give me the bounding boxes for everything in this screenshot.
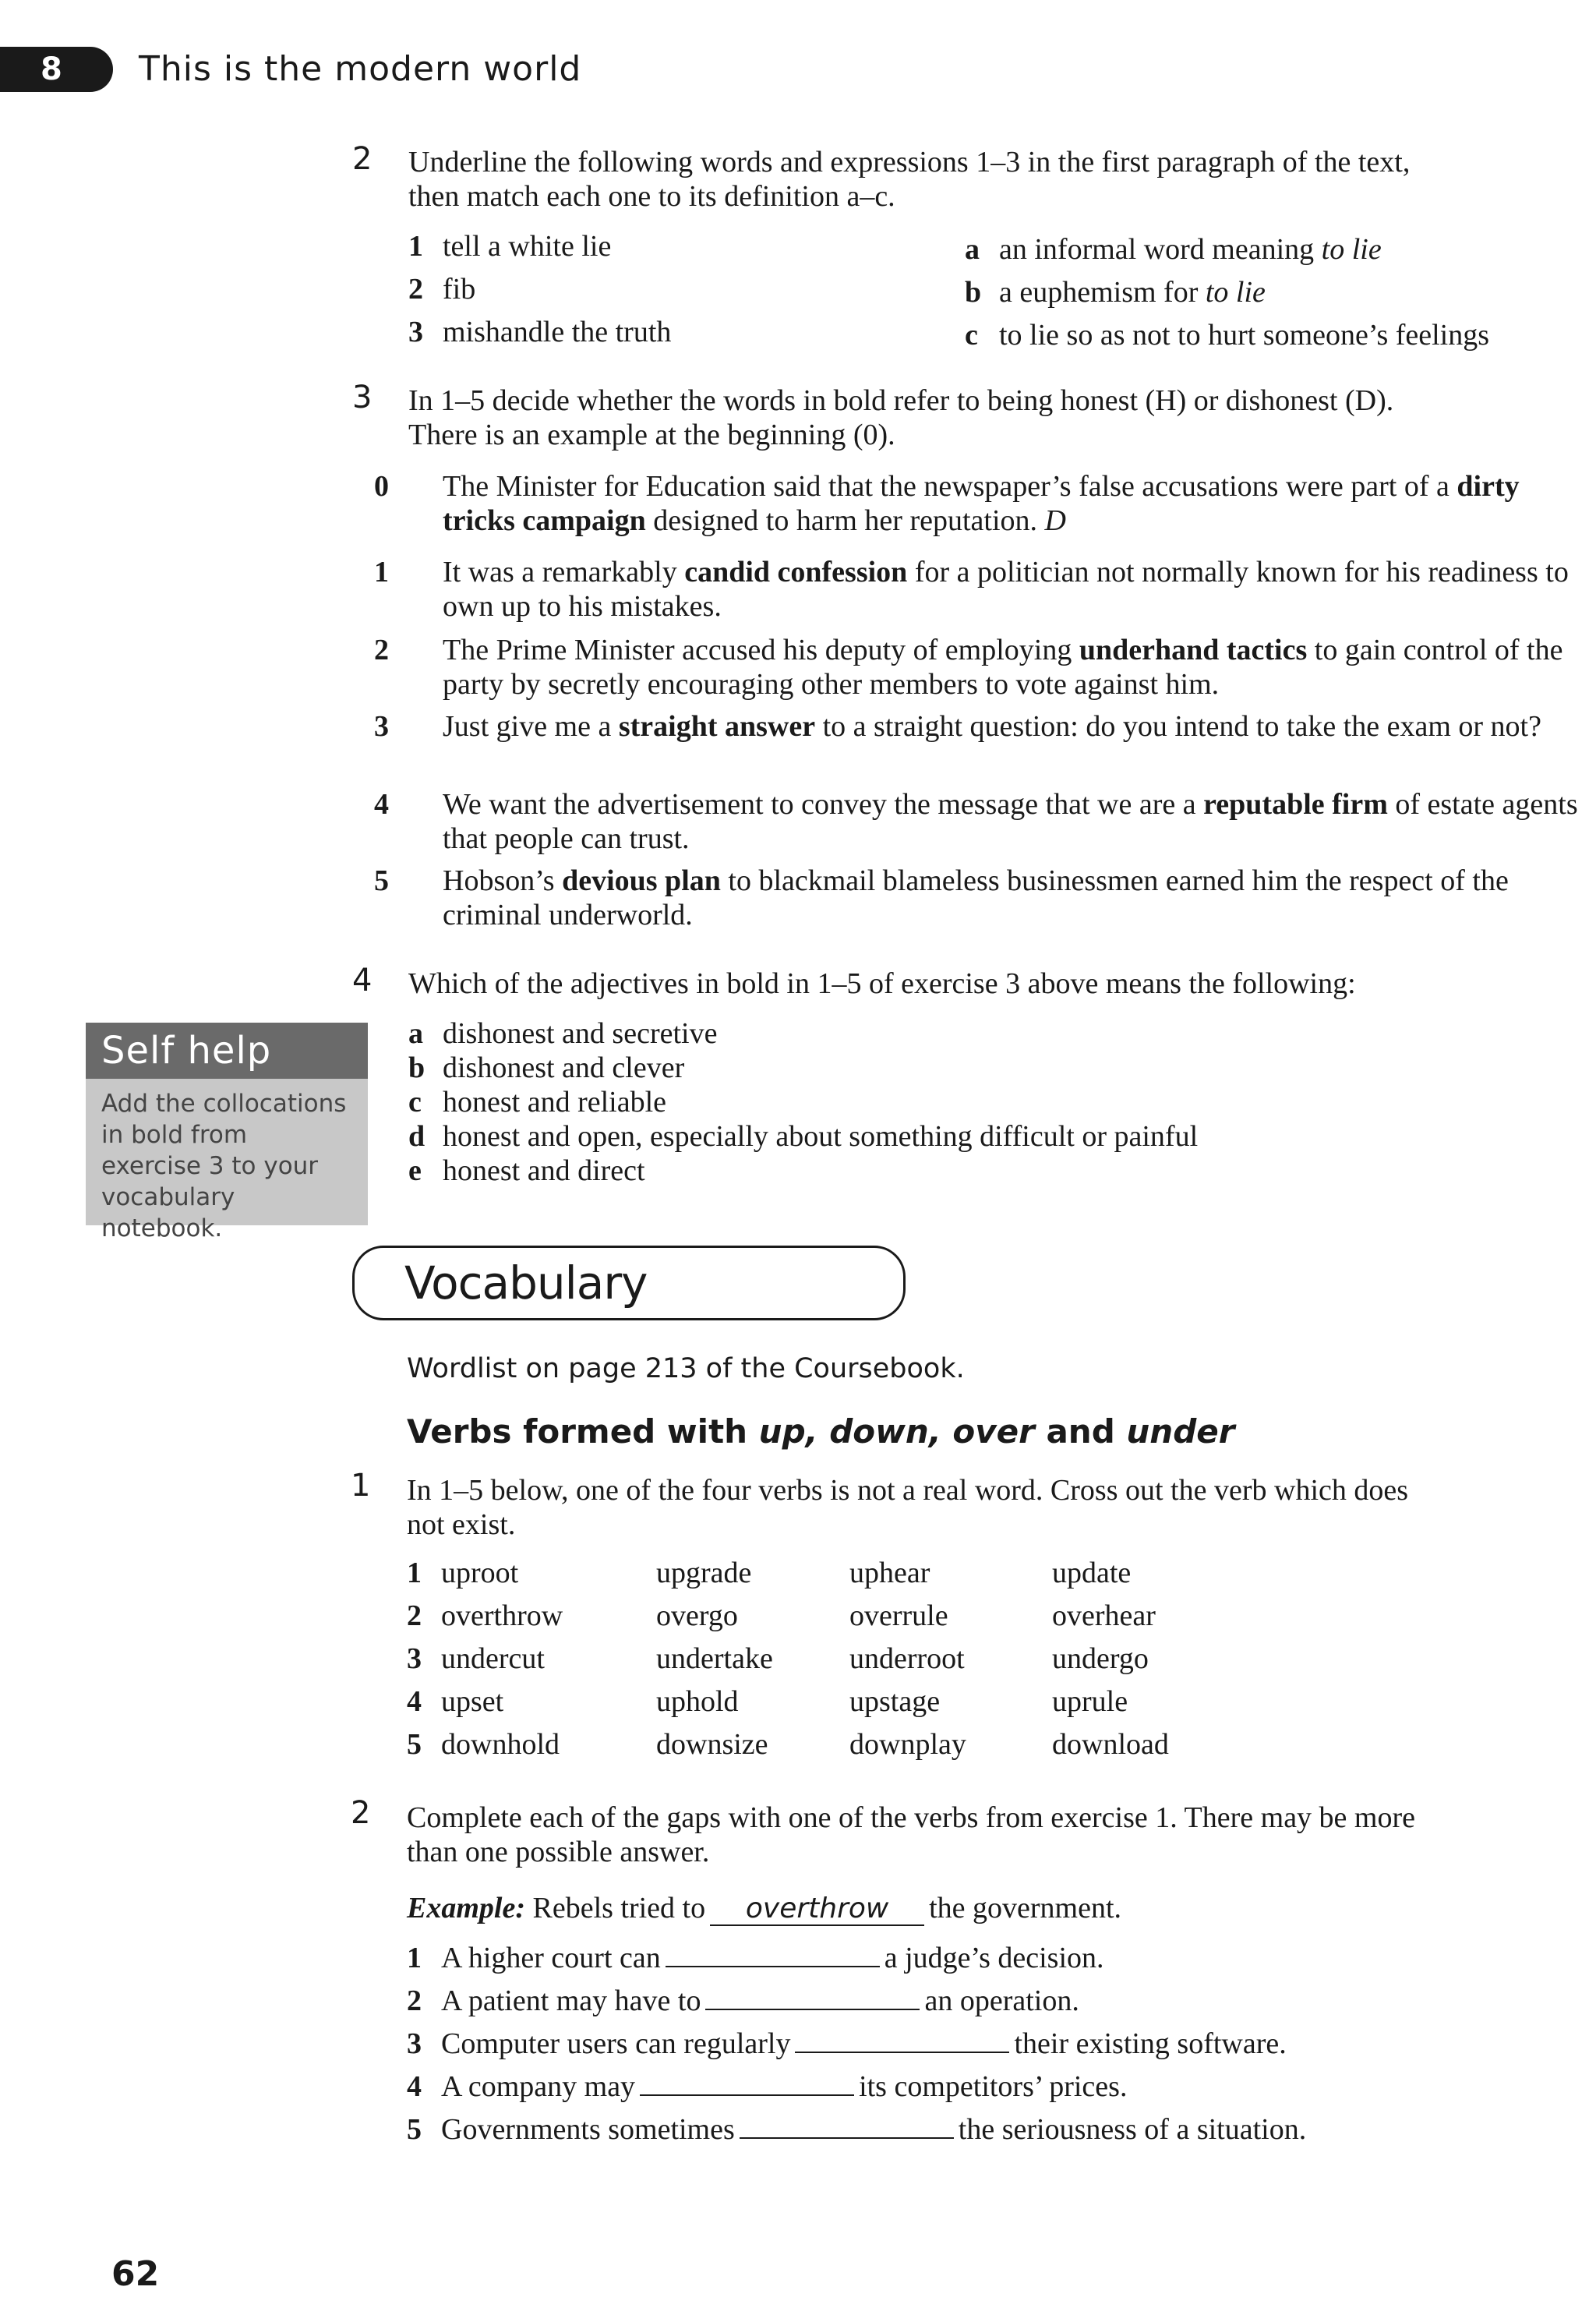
self-help-body: Add the collocations in bold from exercise 3 to your vocabulary notebook. xyxy=(101,1090,347,1242)
list-item: 4 A company may its competitors’ prices. xyxy=(407,2070,1128,2103)
answer-gap[interactable] xyxy=(795,2028,1009,2053)
list-item: 4 We want the advertisement to convey the message that we are a reputable firm of estate agents that people can trust. xyxy=(374,788,1578,855)
table-row: 1 uproot upgrade uphear update xyxy=(407,1557,1132,1589)
exercise-2-right-list xyxy=(965,232,1489,361)
list-item: c to lie so as not to hurt someone’s feelings xyxy=(965,319,1490,352)
example-answer: overthrow xyxy=(710,1893,924,1926)
exercise-4-instruction: Which of the adjectives in bold in 1–5 of exercise 3 above means the following: xyxy=(408,967,1356,1000)
vocab-exercise-1-instruction: In 1–5 below, one of the four verbs is not a real word. Cross out the verb which does not exist. xyxy=(407,1474,1409,1541)
table-row: 3 undercut undertake underroot undergo xyxy=(407,1642,1149,1675)
verb-table xyxy=(407,1556,1247,1770)
list-item: c honest and reliable xyxy=(408,1086,667,1119)
list-item: 5 Hobson’s devious plan to blackmail blameless businessmen earned him the respect of the criminal underworld. xyxy=(374,864,1509,931)
list-item: 2 fib xyxy=(408,273,476,306)
exercise-3-number: 3 xyxy=(352,380,373,415)
exercise-4-number: 4 xyxy=(352,963,373,998)
page-number: 62 xyxy=(111,2254,160,2294)
list-item: 5 Governments sometimes the seriousness of a situation. xyxy=(407,2113,1307,2146)
list-item: 1 A higher court can a judge’s decision. xyxy=(407,1942,1104,1974)
example-sentence: Example: Rebels tried to overthrow the government. xyxy=(407,1892,1122,1924)
list-item: 2 The Prime Minister accused his deputy of employing underhand tactics to gain control of the party by secretly encouraging other members to vote against him. xyxy=(374,634,1563,701)
vocabulary-banner xyxy=(352,1246,906,1320)
exercise-4-list xyxy=(408,1016,1198,1188)
answer-gap[interactable] xyxy=(705,1985,920,2010)
vocab-exercise-2-number: 2 xyxy=(351,1795,371,1831)
list-item: 3 Just give me a straight answer to a straight question: do you intend to take the exam or not? xyxy=(374,710,1541,743)
list-item: e honest and direct xyxy=(408,1154,645,1187)
unit-title: This is the modern world xyxy=(139,49,582,89)
answer-gap[interactable] xyxy=(740,2114,954,2139)
gap-fill-list xyxy=(407,1941,1306,2155)
list-item: b a euphemism for to lie xyxy=(965,276,1266,309)
exercise-3-instruction: In 1–5 decide whether the words in bold refer to being honest (H) or dishonest (D). There is an example at the beginning (0). xyxy=(408,384,1394,451)
wordlist-note: Wordlist on page 213 of the Coursebook. xyxy=(407,1353,965,1384)
unit-number-tab: 8 xyxy=(0,47,113,92)
self-help-title: Self help xyxy=(86,1023,368,1079)
list-item: d honest and open, especially about something difficult or painful xyxy=(408,1120,1199,1153)
list-item: 2 A patient may have to an operation. xyxy=(407,1984,1079,2017)
list-item: a an informal word meaning to lie xyxy=(965,233,1382,266)
vocab-exercise-1-number: 1 xyxy=(351,1468,371,1504)
answer-gap[interactable] xyxy=(666,1942,880,1967)
list-item: a dishonest and secretive xyxy=(408,1017,718,1050)
list-item: 1 It was a remarkably candid confession for a politician not normally known for his readiness to own up to his mistakes. xyxy=(374,556,1569,623)
vocab-exercise-2-instruction: Complete each of the gaps with one of the verbs from exercise 1. There may be more than one possible answer. xyxy=(407,1801,1416,1868)
table-row: 2 overthrow overgo overrule overhear xyxy=(407,1599,1156,1632)
self-help-box xyxy=(86,1023,368,1242)
list-item: 3 mishandle the truth xyxy=(408,316,672,348)
list-item: 0 The Minister for Education said that the newspaper’s false accusations were part of a dirty tricks campaign designed to harm her reputation. D xyxy=(374,470,1520,537)
exercise-2-instruction: Underline the following words and expressions 1–3 in the first paragraph of the text, then match each one to its definition a–c. xyxy=(408,146,1411,213)
exercise-2-number: 2 xyxy=(352,141,373,177)
vocabulary-heading: Vocabulary xyxy=(404,1256,648,1309)
table-row: 5 downhold downsize downplay download xyxy=(407,1728,1169,1761)
section-subheading: Verbs formed with up, down, over and under xyxy=(407,1412,1235,1451)
list-item: 1 tell a white lie xyxy=(408,230,612,263)
table-row: 4 upset uphold upstage uprule xyxy=(407,1685,1128,1718)
answer-gap[interactable] xyxy=(640,2071,854,2096)
list-item: b dishonest and clever xyxy=(408,1051,685,1084)
list-item: 3 Computer users can regularly their existing software. xyxy=(407,2027,1287,2060)
exercise-2-left-list xyxy=(408,229,671,358)
